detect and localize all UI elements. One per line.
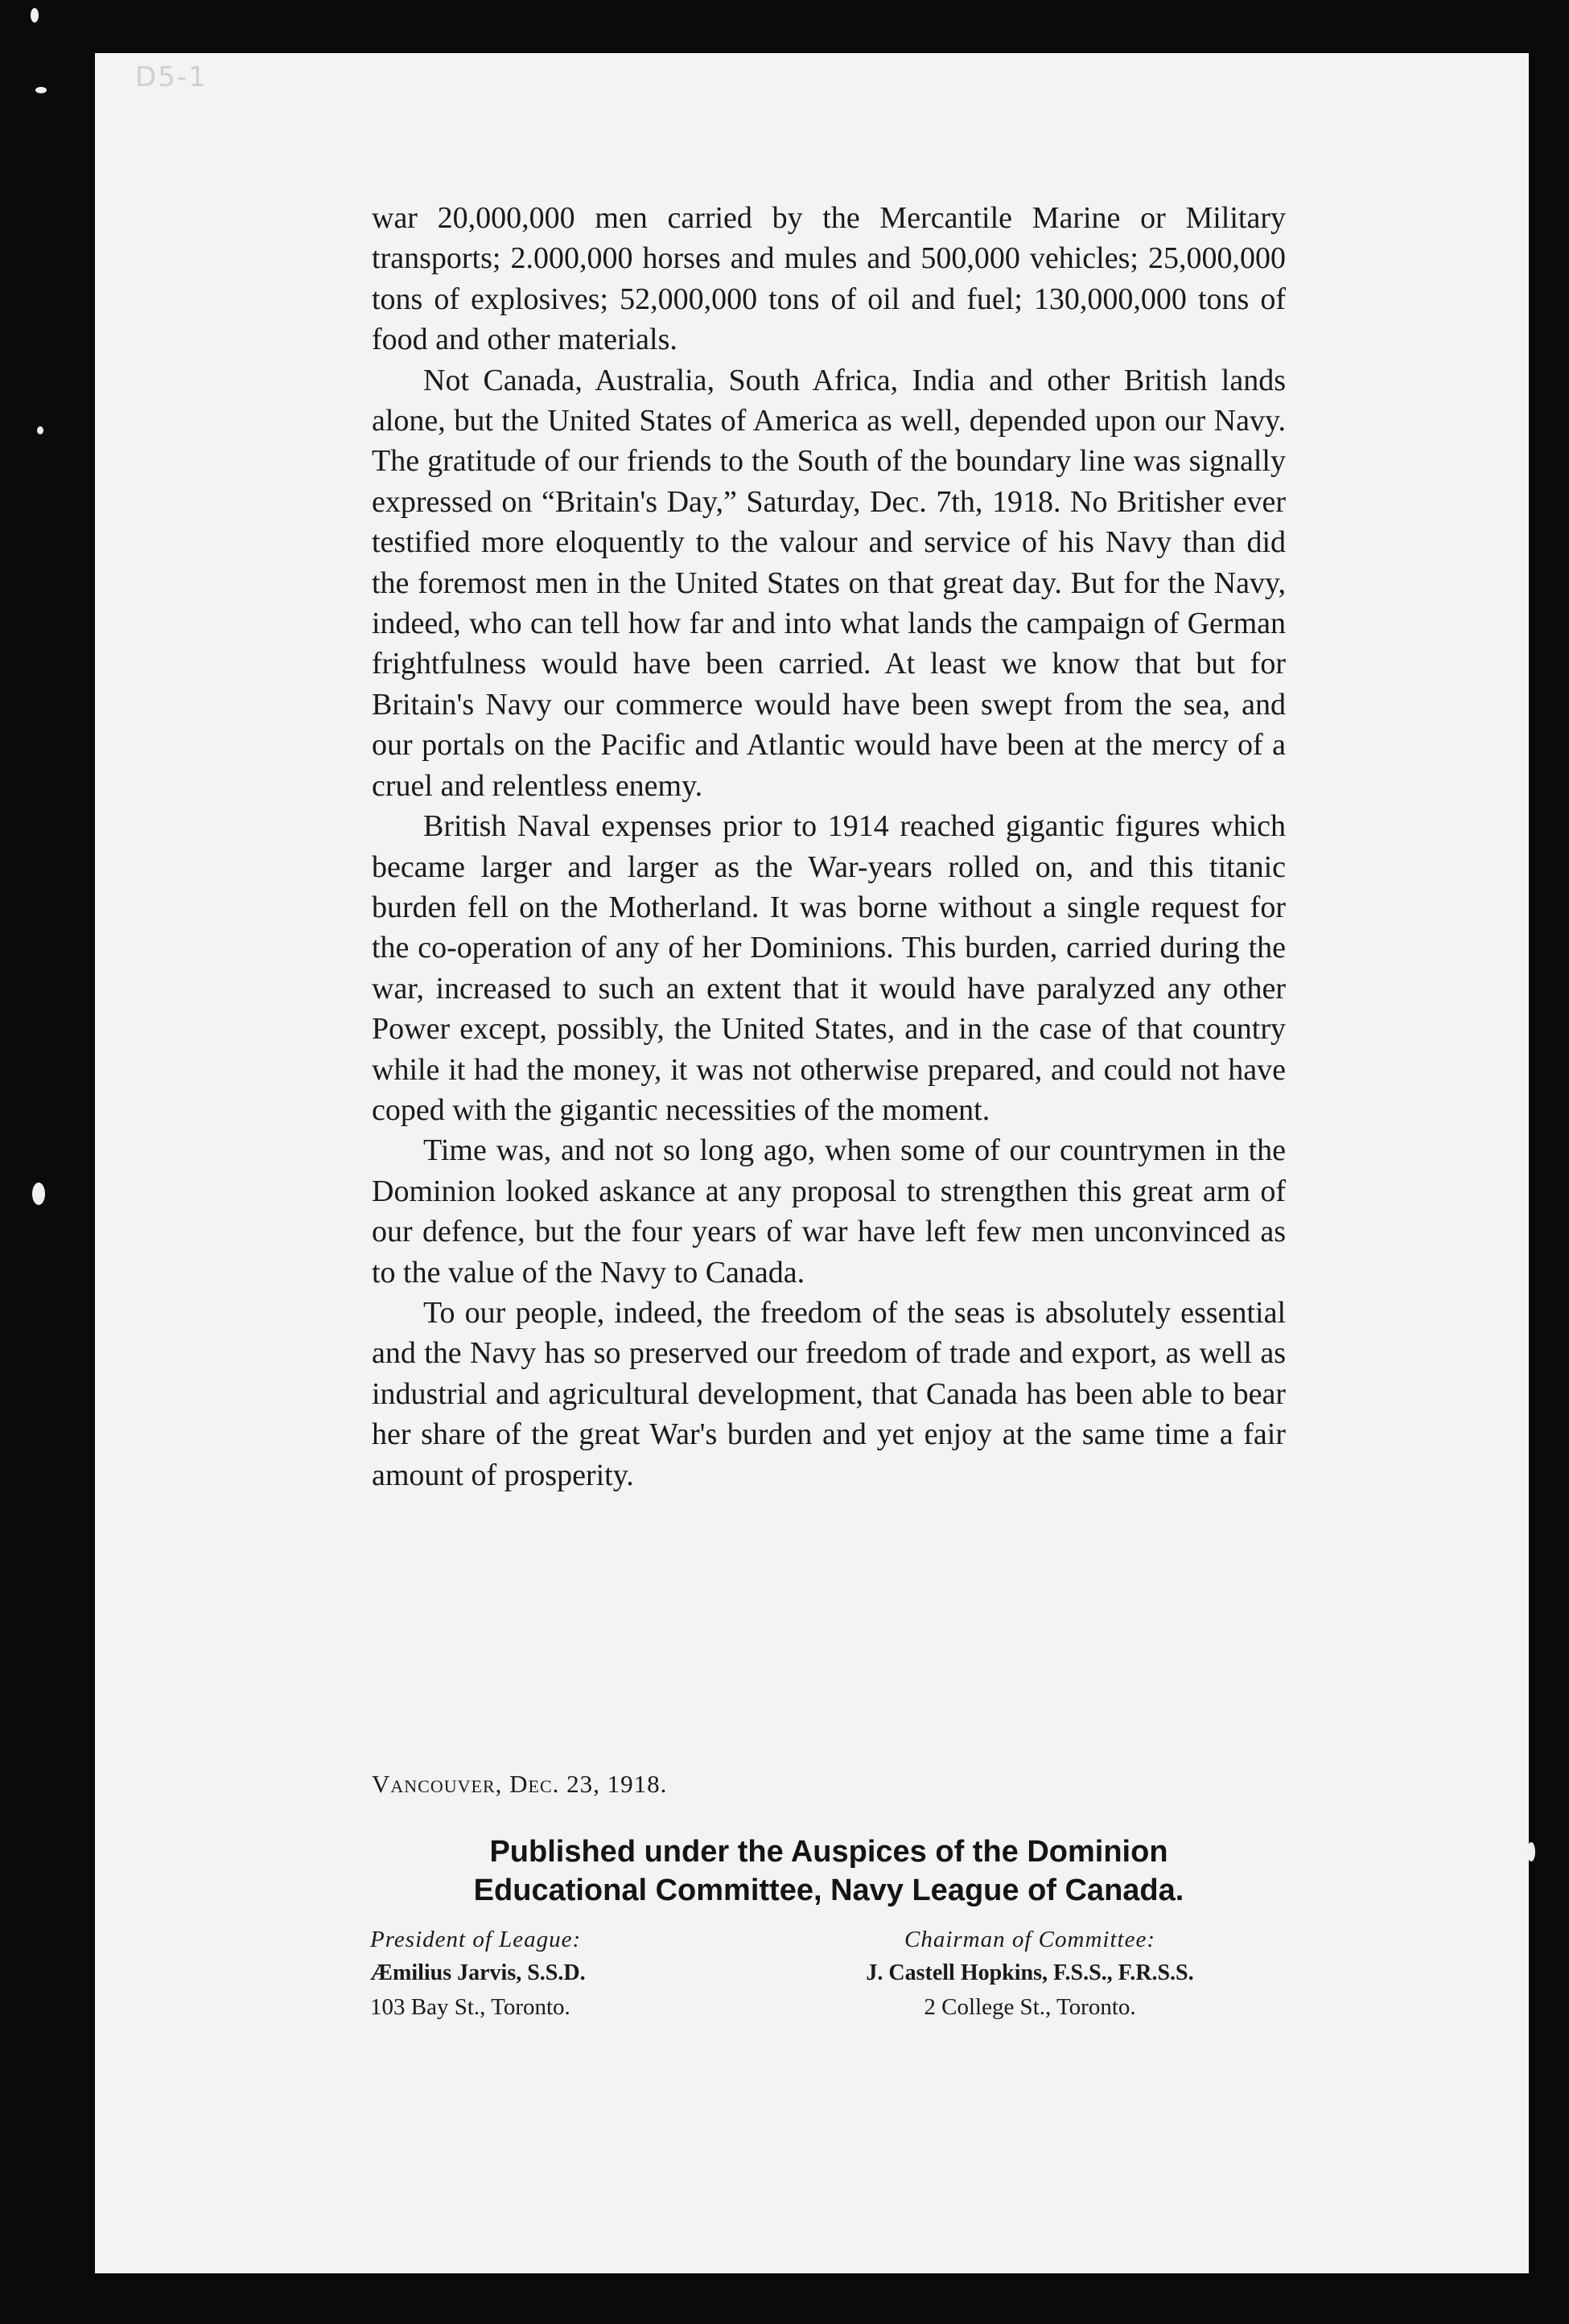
signature-name: Æmilius Jarvis, S.S.D. [370, 1960, 586, 1985]
scan-speck [37, 426, 43, 434]
paragraph: war 20,000,000 men carried by the Mercantile Marine or Military transports; 2.000,000 horses and mules and 500,000 vehicles; 25,000,000 tons of explosives; 52,000,000 tons of oil and fuel; 130,000,000 tons of food and other materials. [372, 201, 1286, 357]
paragraph: British Naval expenses prior to 1914 reached gigantic figures which became larger and larger as the War-years rolled on, and this titanic burden fell on the Motherland. It was borne without a single request for the co-operation of any of her Dominions. This burden, carried during the war, increased to such an extent that it would have paralyzed any other Power except, possibly, the United States, and in the case of that country while it had the money, it was not otherwise prepared, and could not have coped with the gigantic necessities of the moment. [372, 809, 1286, 1127]
archive-mark: D5-1 [135, 61, 208, 93]
scan-speck [35, 87, 47, 93]
body-text [372, 198, 1286, 1495]
scan-speck [1527, 1842, 1535, 1861]
paragraph: To our people, indeed, the freedom of the seas is absolutely essential and the Navy has so preserved our freedom of trade and export, as well as industrial and agricultural development, that Canada has been able to bear her share of the great War's burden and yet enjoy at the same time a fair amount of prosperity. [372, 1295, 1286, 1492]
dateline: Vancouver, Dec. 23, 1918. [372, 1770, 668, 1798]
signature-role: President of League: [370, 1927, 582, 1952]
paragraph: Time was, and not so long ago, when some of our countrymen in the Dominion looked askance at any proposal to strengthen this great arm of our defence, but the four years of war have left few men unconvinced as to the value of the Navy to Canada. [372, 1133, 1286, 1290]
signature-address: 103 Bay St., Toronto. [370, 1994, 570, 2020]
paragraph: Not Canada, Australia, South Africa, India and other British lands alone, but the United States of America as well, depended upon our Navy. The gratitude of our friends to the South of the boundary line was signally expressed on “Britain's Day,” Saturday, Dec. 7th, 1918. No Britisher ever testified more eloquently to the valour and service of his Navy than did the foremost men in the United States on that great day. But for the Navy, indeed, who can tell how far and into what lands the campaign of German frightfulness would have been carried. At least we know that but for Britain's Navy our commerce would have been swept from the sea, and our portals on the Pacific and Atlantic would have been at the mercy of a cruel and relentless enemy. [372, 363, 1286, 803]
signature-president [370, 1923, 789, 2024]
signature-address: 2 College St., Toronto. [924, 1994, 1136, 2020]
signature-role: Chairman of Committee: [904, 1927, 1155, 1952]
signature-name: J. Castell Hopkins, F.S.S., F.R.S.S. [866, 1960, 1194, 1985]
scan-speck [32, 1183, 45, 1205]
publisher-line: Educational Committee, Navy League of Canada. [473, 1874, 1184, 1907]
scan-speck [31, 8, 39, 23]
publisher-line: Published under the Auspices of the Dominion [489, 1835, 1168, 1869]
publisher-notice [372, 1832, 1286, 1910]
signature-chairman [772, 1923, 1287, 2024]
